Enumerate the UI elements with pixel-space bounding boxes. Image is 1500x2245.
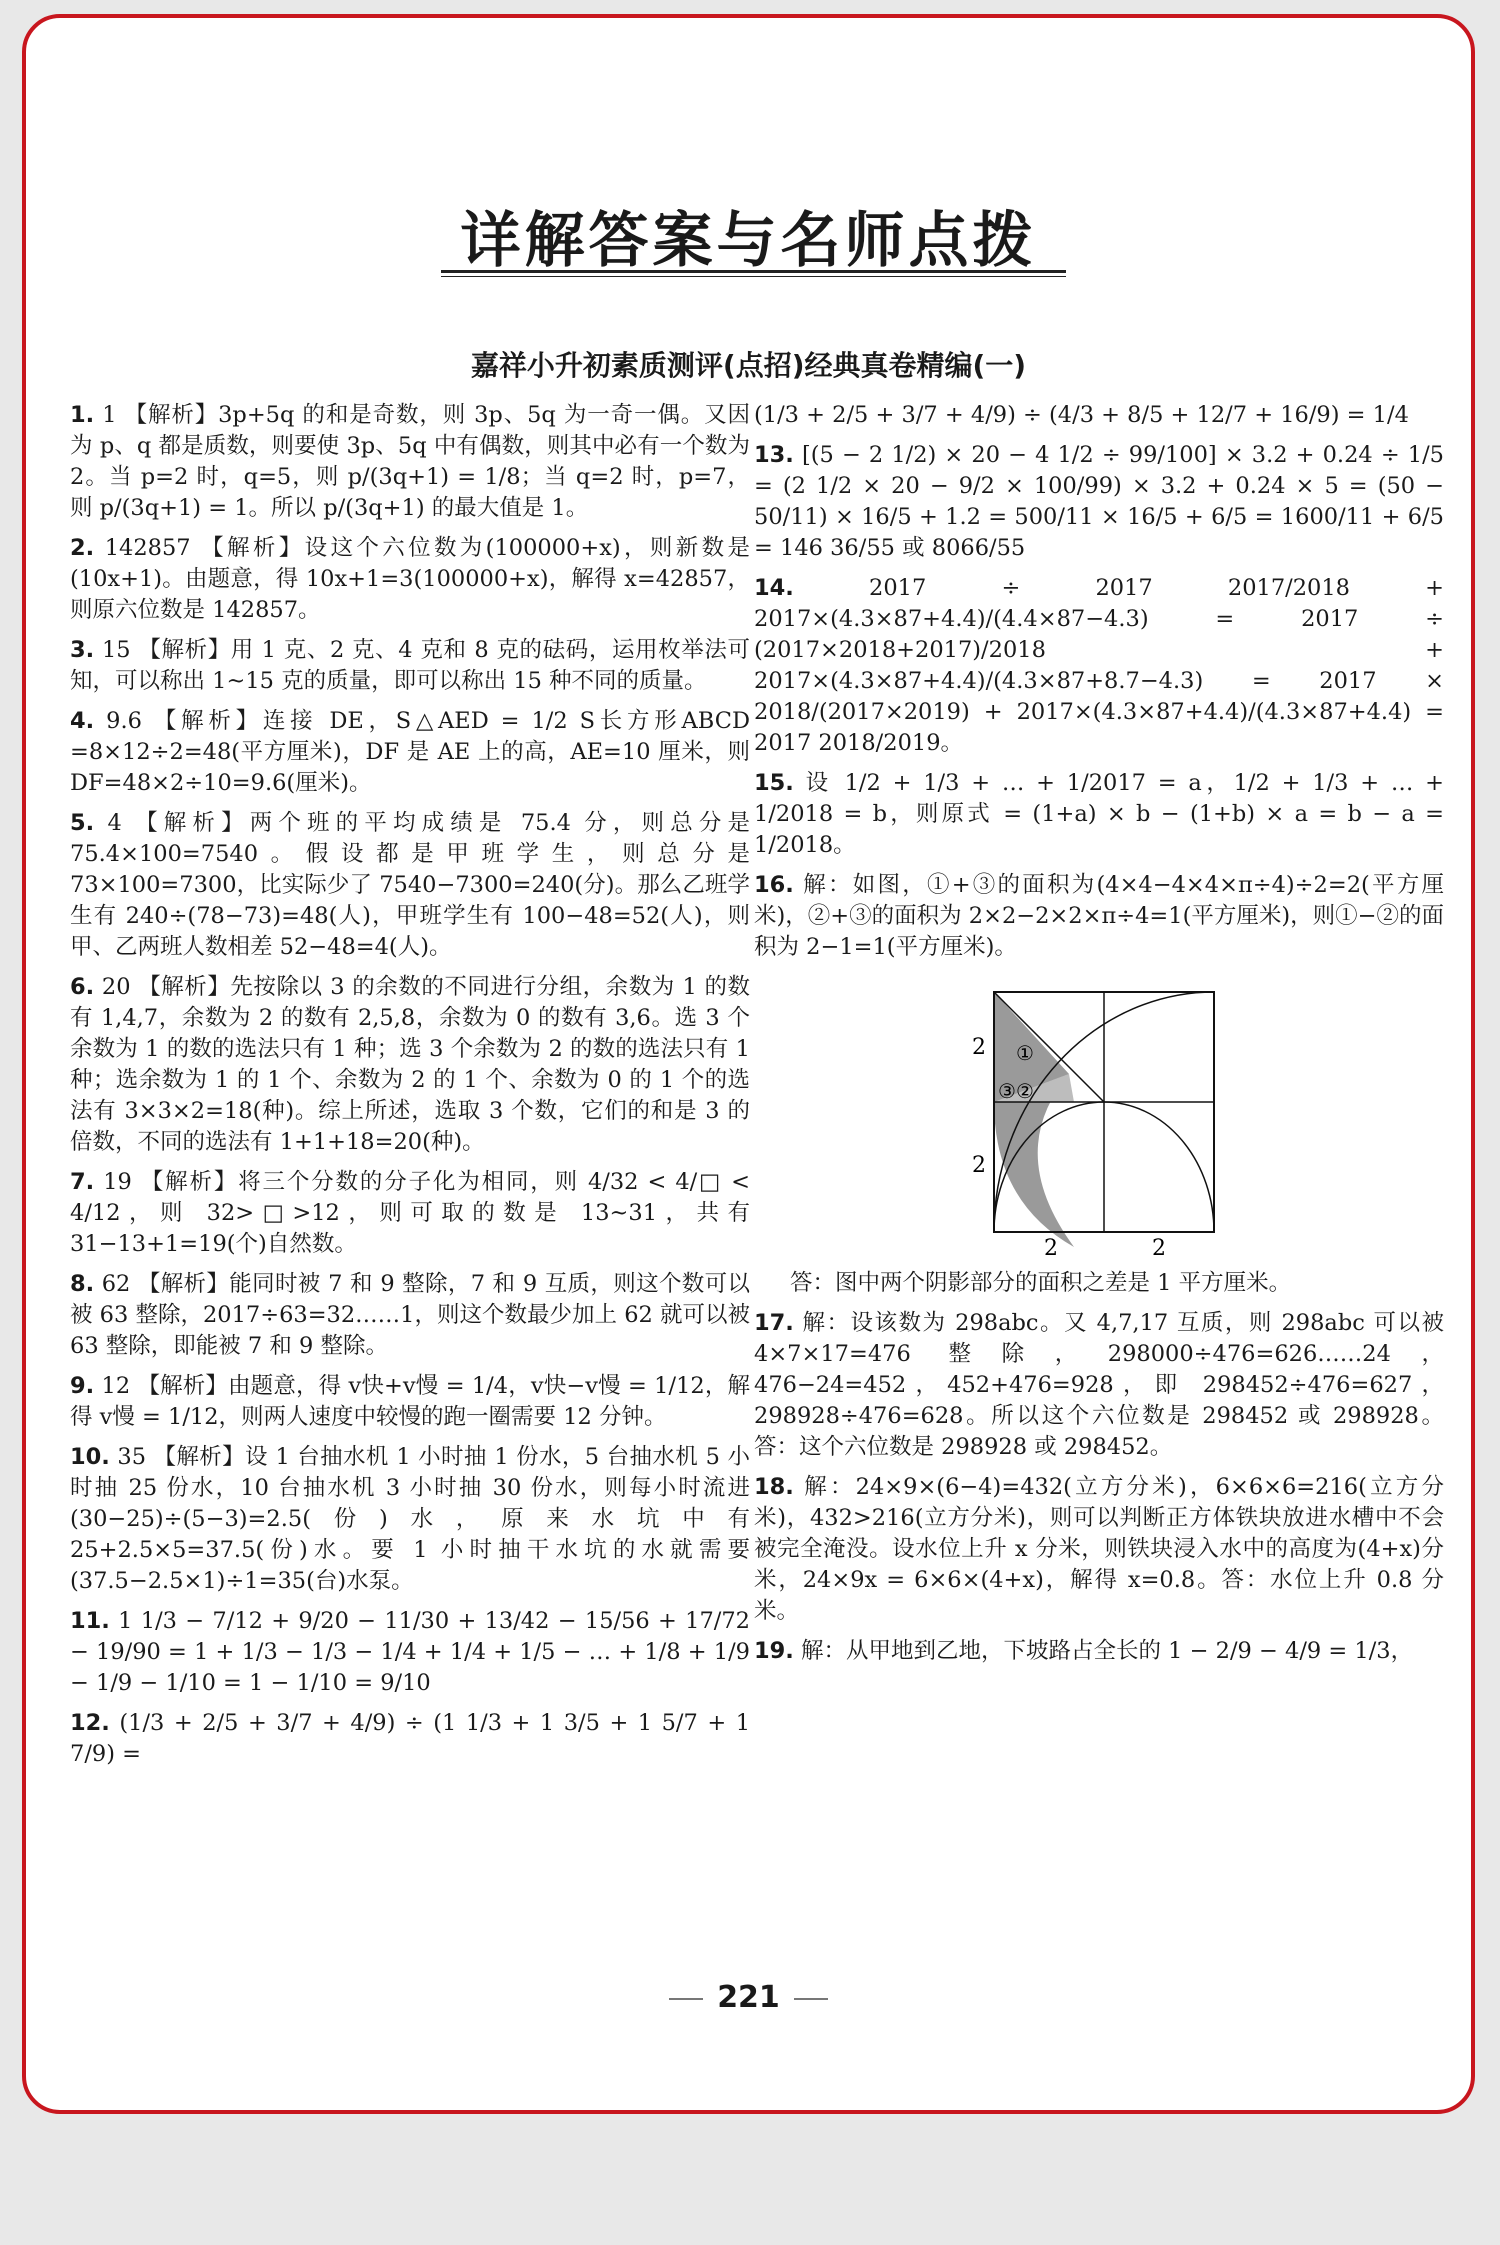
- right-column: [754, 400, 1444, 1676]
- base-label-right: 2: [1152, 1236, 1166, 1261]
- answer-text: 12 【解析】由题意，得 v快+v慢 = 1/4，v快−v慢 = 1/12，解得 v慢 = 1/12，则两人速度中较慢的跑一圈需要 12 分钟。: [70, 1373, 750, 1430]
- answer-item: [754, 870, 1444, 963]
- answer-number: 18.: [754, 1474, 794, 1500]
- answer-text: 15 【解析】用 1 克、2 克、4 克和 8 克的砝码，运用枚举法可知，可以称出 1~15 克的质量，即可以称出 15 种不同的质量。: [70, 637, 750, 694]
- answer-text: 1 1/3 − 7/12 + 9/20 − 11/30 + 13/42 − 15/56 + 17/72 − 19/90 = 1 + 1/3 − 1/3 − 1/4 + 1/4 + 1/5 − … + 1/8 + 1/9 − 1/9 − 1/10 = 1 − 1/10 = 9/10: [70, 1608, 750, 1696]
- answer-text: 2017 ÷ 2017 2017/2018 + 2017×(4.3×87+4.4)/(4.4×87−4.3) = 2017 ÷ (2017×2018+2017)/2018 + 2017×(4.3×87+4.4)/(4.3×87+8.7−4.3) = 2017 × 2018/(2017×2019) + 2017×(4.3×87+4.4)/(4.3×87+4.4) = 2017 2018/2019。: [754, 575, 1445, 756]
- answer-number: 8.: [70, 1271, 95, 1297]
- answer-number: 16.: [754, 872, 794, 898]
- geometry-figure: [964, 972, 1234, 1262]
- answer-item: [754, 1636, 1444, 1667]
- answer-number: 7.: [70, 1169, 95, 1195]
- answer-item: [70, 533, 750, 626]
- answer-text: 解：24×9×(6−4)=432(立方分米)，6×6×6=216(立方分米)，432>216(立方分米)，则可以判断正方体铁块放进水槽中不会被完全淹没。设水位上升 x 分米，则铁块浸入水中的高度为(4+x)分米，24×9x = 6×6×(4+x)，解得 x=0.8。答：水位上升 0.8 分米。: [754, 1474, 1445, 1624]
- answer-text: 19 【解析】将三个分数的分子化为相同，则 4/32 < 4/□ < 4/12，则 32>□>12，则可取的数是 13~31，共有 31−13+1=19(个)自然数。: [70, 1169, 750, 1257]
- answer-conclusion: [754, 1268, 1444, 1299]
- answer-number: 1.: [70, 402, 95, 428]
- region-label-2: ②: [1016, 1079, 1034, 1103]
- answer-text: 解：从甲地到乙地，下坡路占全长的 1 − 2/9 − 4/9 = 1/3，: [801, 1638, 1414, 1664]
- page-number: 221: [717, 1980, 780, 2015]
- answer-number: 2.: [70, 535, 95, 561]
- answer-number: 15.: [754, 770, 794, 796]
- footer-dash-right: [794, 1998, 828, 2000]
- answer-number: 5.: [70, 810, 95, 836]
- title-underline: [441, 270, 1066, 273]
- figure-svg: [964, 972, 1234, 1262]
- answer-text: [(5 − 2 1/2) × 20 − 4 1/2 ÷ 99/100] × 3.2 + 0.24 ÷ 1/5 = (2 1/2 × 20 − 9/2 × 100/99) × 3.2 + 0.24 × 5 = (50 − 50/11) × 16/5 + 1.2 = 500/11 × 16/5 + 6/5 = 1600/11 + 6/5 = 146 36/55 或 8066/55: [754, 442, 1444, 561]
- answer-text: 4 【解析】两个班的平均成绩是 75.4 分，则总分是 75.4×100=7540。假设都是甲班学生，则总分是 73×100=7300，比实际少了 7540−7300=240(分)。那么乙班学生有 240÷(78−73)=48(人)，甲班学生有 100−48=52(人)，则甲、乙两班人数相差 52−48=4(人)。: [70, 810, 751, 960]
- answer-text: 142857 【解析】设这个六位数为(100000+x)，则新数是(10x+1)。由题意，得 10x+1=3(100000+x)，解得 x=42857，则原六位数是 142857。: [70, 535, 750, 623]
- answer-number: 12.: [70, 1710, 110, 1736]
- answer-text: 设 1/2 + 1/3 + … + 1/2017 = a，1/2 + 1/3 + … + 1/2018 = b，则原式 = (1+a) × b − (1+b) × a = b − a = 1/2018。: [754, 770, 1444, 858]
- title-underline-thin: [441, 276, 1066, 277]
- answer-item: [70, 1606, 750, 1699]
- answer-item: [70, 1708, 750, 1770]
- page-title: 详解答案与名师点拨: [460, 206, 1037, 276]
- answer-number: 3.: [70, 637, 95, 663]
- answer-number: 10.: [70, 1444, 110, 1470]
- footer-dash-left: [669, 1998, 703, 2000]
- answer-number: 4.: [70, 708, 95, 734]
- answer-text: 62 【解析】能同时被 7 和 9 整除，7 和 9 互质，则这个数可以被 63 整除，2017÷63=32……1，则这个数最少加上 62 就可以被 63 整除，即能被 7 和 9 整除。: [70, 1271, 751, 1359]
- answer-text: 答：图中两个阴影部分的面积之差是 1 平方厘米。: [790, 1270, 1292, 1296]
- answer-item: [70, 972, 750, 1158]
- answer-item: [754, 400, 1444, 431]
- region-label-1: ①: [1016, 1041, 1034, 1065]
- answer-number: 19.: [754, 1638, 794, 1664]
- answer-item: [754, 768, 1444, 861]
- answer-item: [754, 1472, 1444, 1627]
- answer-item: [754, 440, 1444, 564]
- answer-item: [70, 1269, 750, 1362]
- answer-item: [70, 400, 750, 524]
- answer-number: 9.: [70, 1373, 95, 1399]
- answer-item: [70, 635, 750, 697]
- left-column: [70, 400, 750, 1779]
- answer-item: [754, 1308, 1444, 1463]
- region-label-3: ③: [998, 1079, 1016, 1103]
- answer-item: [70, 808, 750, 963]
- answer-text: (1/3 + 2/5 + 3/7 + 4/9) ÷ (1 1/3 + 1 3/5 + 1 5/7 + 1 7/9) =: [70, 1710, 751, 1767]
- answer-item: [70, 1167, 750, 1260]
- answer-text: 20 【解析】先按除以 3 的余数的不同进行分组，余数为 1 的数有 1,4,7，余数为 2 的数有 2,5,8，余数为 0 的数有 3,6。选 3 个余数为 1 的数的选法只有 1 种；选 3 个余数为 2 的数的选法只有 1 种；选余数为 1 的 1 个、余数为 2 的 1 个、余数为 0 的 1 个的选法有 3×3×2=18(种)。综上所述，选取 3 个数，它们的和是 3 的倍数，不同的选法有 1+1+18=20(种)。: [70, 974, 750, 1155]
- answer-text: 1 【解析】3p+5q 的和是奇数，则 3p、5q 为一奇一偶。又因为 p、q 都是质数，则要使 3p、5q 中有偶数，则其中必有一个数为 2。当 p=2 时，q=5，则 p/(3q+1) = 1/8；当 q=2 时，p=7，则 p/(3q+1) = 1。所以 p/(3q+1) 的最大值是 1。: [70, 402, 751, 521]
- answer-text: (1/3 + 2/5 + 3/7 + 4/9) ÷ (4/3 + 8/5 + 12/7 + 16/9) = 1/4: [754, 402, 1409, 428]
- section-subtitle: 嘉祥小升初素质测评(点招)经典真卷精编(一): [470, 349, 1027, 382]
- side-label-bottom: 2: [972, 1153, 986, 1178]
- answer-item: [754, 573, 1444, 759]
- answer-item: [70, 1442, 750, 1597]
- answer-number: 14.: [754, 575, 794, 601]
- answer-item: [70, 706, 750, 799]
- base-label-left: 2: [1044, 1236, 1058, 1261]
- answer-item: [70, 1371, 750, 1433]
- side-label-top: 2: [972, 1035, 986, 1060]
- answer-text: 解：如图，①+③的面积为(4×4−4×4×π÷4)÷2=2(平方厘米)，②+③的面积为 2×2−2×2×π÷4=1(平方厘米)，则①−②的面积为 2−1=1(平方厘米)。: [754, 872, 1445, 960]
- answer-number: 6.: [70, 974, 95, 1000]
- answer-text: 9.6 【解析】连接 DE，S△AED = 1/2 S长方形ABCD =8×12÷2=48(平方厘米)，DF 是 AE 上的高，AE=10 厘米，则 DF=48×2÷10=9.6(厘米)。: [70, 708, 750, 796]
- answer-page: [22, 14, 1475, 2114]
- answer-text: 解：设该数为 298abc。又 4,7,17 互质，则 298abc 可以被 4×7×17=476 整除，298000÷476=626……24，476−24=452，452+476=928，即 298452÷476=627，298928÷476=628。所以这个六位数是 298452 或 298928。答：这个六位数是 298928 或 298452。: [754, 1310, 1444, 1460]
- answer-number: 11.: [70, 1608, 110, 1634]
- page-footer: [26, 1980, 1471, 2015]
- answer-number: 17.: [754, 1310, 794, 1336]
- answer-text: 35 【解析】设 1 台抽水机 1 小时抽 1 份水，5 台抽水机 5 小时抽 25 份水，10 台抽水机 3 小时抽 30 份水，则每小时流进(30−25)÷(5−3)=2.5(份)水，原来水坑中有 25+2.5×5=37.5(份)水。要 1 小时抽干水坑的水就需要(37.5−2.5×1)÷1=35(台)水泵。: [70, 1444, 750, 1594]
- answer-number: 13.: [754, 442, 794, 468]
